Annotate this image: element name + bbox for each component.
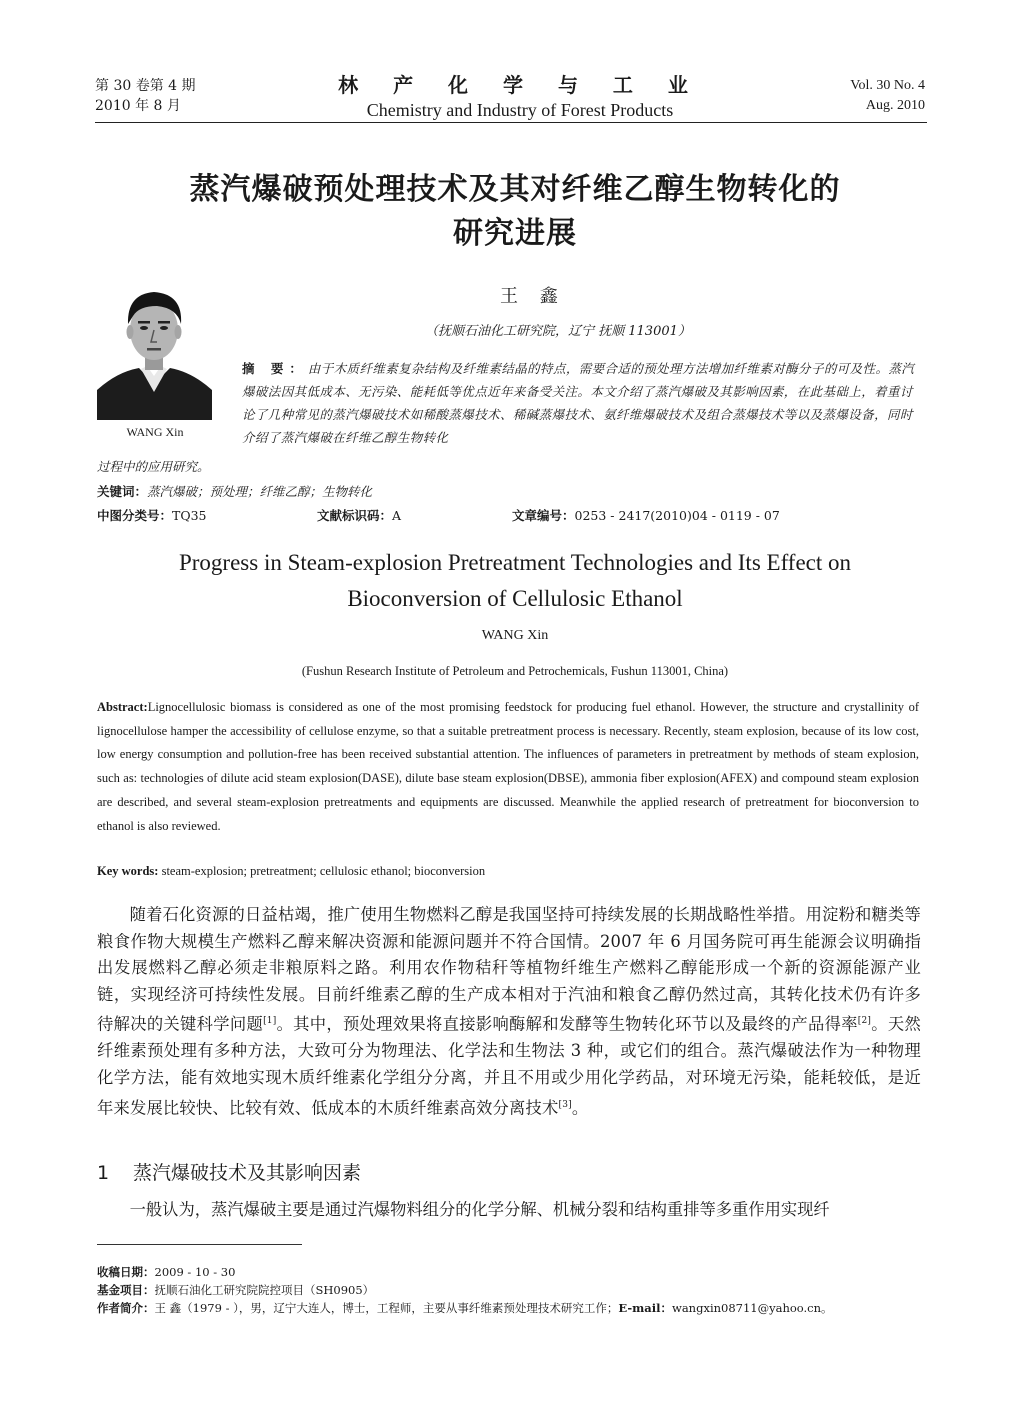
photo-caption: WANG Xin <box>126 425 184 439</box>
keywords-en <box>97 864 485 879</box>
keywords-cn <box>97 482 372 500</box>
keywords-cn-label: 关键词： <box>97 484 148 499</box>
header-issue-cn: 第 30 卷第 4 期 <box>95 78 196 94</box>
paper-title-cn <box>95 168 935 256</box>
citation-3[interactable]: [3] <box>558 1099 572 1110</box>
author-email[interactable]: wangxin08711@yahoo.cn。 <box>671 1301 833 1315</box>
author-portrait-icon <box>97 272 212 420</box>
footnote-received: 收稿日期：2009 - 10 - 30 <box>97 1265 236 1279</box>
footnote-fund: 基金项目：抚顺石油化工研究院院控项目（SH0905） <box>97 1283 375 1297</box>
abstract-en-label: Abstract: <box>97 700 148 714</box>
author-photo <box>97 272 212 420</box>
footnotes <box>97 1263 927 1317</box>
abstract-en <box>97 696 919 838</box>
keywords-en-label: Key words: <box>97 864 159 878</box>
author-affiliation-en: (Fushun Research Institute of Petroleum and Petrochemicals, Fushun 113001, China) <box>301 664 729 678</box>
header-vol-en: Vol. 30 No. 4 <box>850 78 925 93</box>
journal-name-en: Chemistry and Industry of Forest Products <box>366 100 674 120</box>
header-date-cn: 2010 年 8 月 <box>95 98 181 114</box>
author-affiliation-cn: （抚顺石油化工研究院，辽宁 抚顺 113001） <box>425 324 691 339</box>
header-journal <box>300 72 740 122</box>
clc-number: 中图分类号：TQ35 <box>97 508 207 523</box>
header-volume <box>850 76 925 116</box>
header-issue <box>95 76 196 116</box>
section-number: 1 <box>97 1162 110 1184</box>
paper-title-cn-line1: 蒸汽爆破预处理技术及其对纤维乙醇生物转化的 <box>189 172 841 207</box>
author-name-en: WANG Xin <box>481 628 549 643</box>
abstract-cn-label: 摘 要： <box>242 361 308 376</box>
header-date-en: Aug. 2010 <box>865 98 925 113</box>
paper-title-en-line2: Bioconversion of Cellulosic Ethanol <box>347 586 683 611</box>
section-title: 蒸汽爆破技术及其影响因素 <box>133 1162 362 1184</box>
header-rule <box>95 122 927 123</box>
footnote-author: 作者简介：王 鑫（1979 - ），男，辽宁大连人，博士，工程师，主要从事纤维素预处理技术研究工作；E-mail：wangxin08711@yahoo.cn。 <box>97 1301 833 1315</box>
abstract-cn-last-line: 过程中的应用研究。 <box>97 459 210 474</box>
paper-title-cn-line2: 研究进展 <box>453 216 577 251</box>
body-paragraph-1: 随着石化资源的日益枯竭，推广使用生物燃料乙醇是我国坚持可持续发展的长期战略性举措。用淀粉和糖类等粮食作物大规模生产燃料乙醇来解决资源和能源问题并不符合国情。2007 年 6 月国务院可再生能源会议明确指出发展燃料乙醇必须走非粮原料之路。利用农作物秸秆等植物纤维生产燃料乙醇能形成一个新的资源能源产业链，实现经济可持续性发展。目前纤维素乙醇的生产成本相对于汽油和粮食乙醇仍然过高，其转化技术仍有许多待解决的关键科学问题[1]。其中，预处理效果将直接影响酶解和发酵等生物转化环节以及最终的产品得率[2]。天然纤维素预处理有多种方法，大致可分为物理法、化学法和生物法 3 种，或它们的组合。蒸汽爆破法作为一种物理化学方法，能有效地实现木质纤维素化学组分分离，并且不用或少用化学药品，对环境无污染，能耗较低，是近年来发展比较快、比较有效、低成本的木质纤维素高效分离技术[3]。 <box>97 905 921 1117</box>
article-number: 文章编号：0253 - 2417(2010)04 - 0119 - 07 <box>512 508 780 523</box>
abstract-cn <box>242 357 922 449</box>
abstract-cn-text: 由于木质纤维素复杂结构及纤维素结晶的特点，需要合适的预处理方法增加纤维素对酶分子的可及性。蒸汽爆破法因其低成本、无污染、能耗低等优点近年来备受关注。本文介绍了蒸汽爆破及其影响因素，在此基础上，着重讨论了几种常见的蒸汽爆破技术如稀酸蒸爆技术、稀碱蒸爆技术、氨纤维爆破技术及组合蒸爆技术等以及蒸爆设备，同时介绍了蒸汽爆破在纤维乙醇生物转化 <box>242 361 915 445</box>
citation-2[interactable]: [2] <box>857 1016 872 1027</box>
paper-title-en <box>95 545 935 617</box>
abstract-en-text: Lignocellulosic biomass is considered as one of the most promising feedstock for producing fuel ethanol. However, the structure and crystallinity of lignocellulose hamper the accessibility of cellulose enzyme, so that a suitable pretreatment process is necessary. Recently, steam explosion, because of its low cost, low energy consumption and pollution-free has been received substantial attention. The influences of parameters in pretreatment by methods of steam explosion, such as: technologies of dilute acid steam explosion(DASE), dilute base steam explosion(DBSE), ammonia fiber explosion(AFEX) and compound steam explosion are described, and several steam-explosion pretreatments and equipments are discussed. Meanwhile the applied research of pretreatment for bioconversion to ethanol is also reviewed. <box>97 700 919 833</box>
body-paragraph-2: 一般认为，蒸汽爆破主要是通过汽爆物料组分的化学分解、机械分裂和结构重排等多重作用实现纤 <box>129 1200 830 1219</box>
keywords-cn-text: 蒸汽爆破；预处理；纤维乙醇；生物转化 <box>147 484 373 499</box>
document-code: 文献标识码：A <box>317 508 402 523</box>
paper-title-en-line1: Progress in Steam-explosion Pretreatment Technologies and Its Effect on <box>178 550 852 575</box>
citation-1[interactable]: [1] <box>263 1016 277 1027</box>
footnote-rule <box>97 1244 302 1245</box>
section-heading-1 <box>97 1158 361 1185</box>
journal-name-cn: 林 产 化 学 与 工 业 <box>338 73 702 97</box>
keywords-en-text: steam-explosion; pretreatment; cellulosic ethanol; bioconversion <box>161 864 486 878</box>
author-name-cn: 王 鑫 <box>500 286 566 307</box>
